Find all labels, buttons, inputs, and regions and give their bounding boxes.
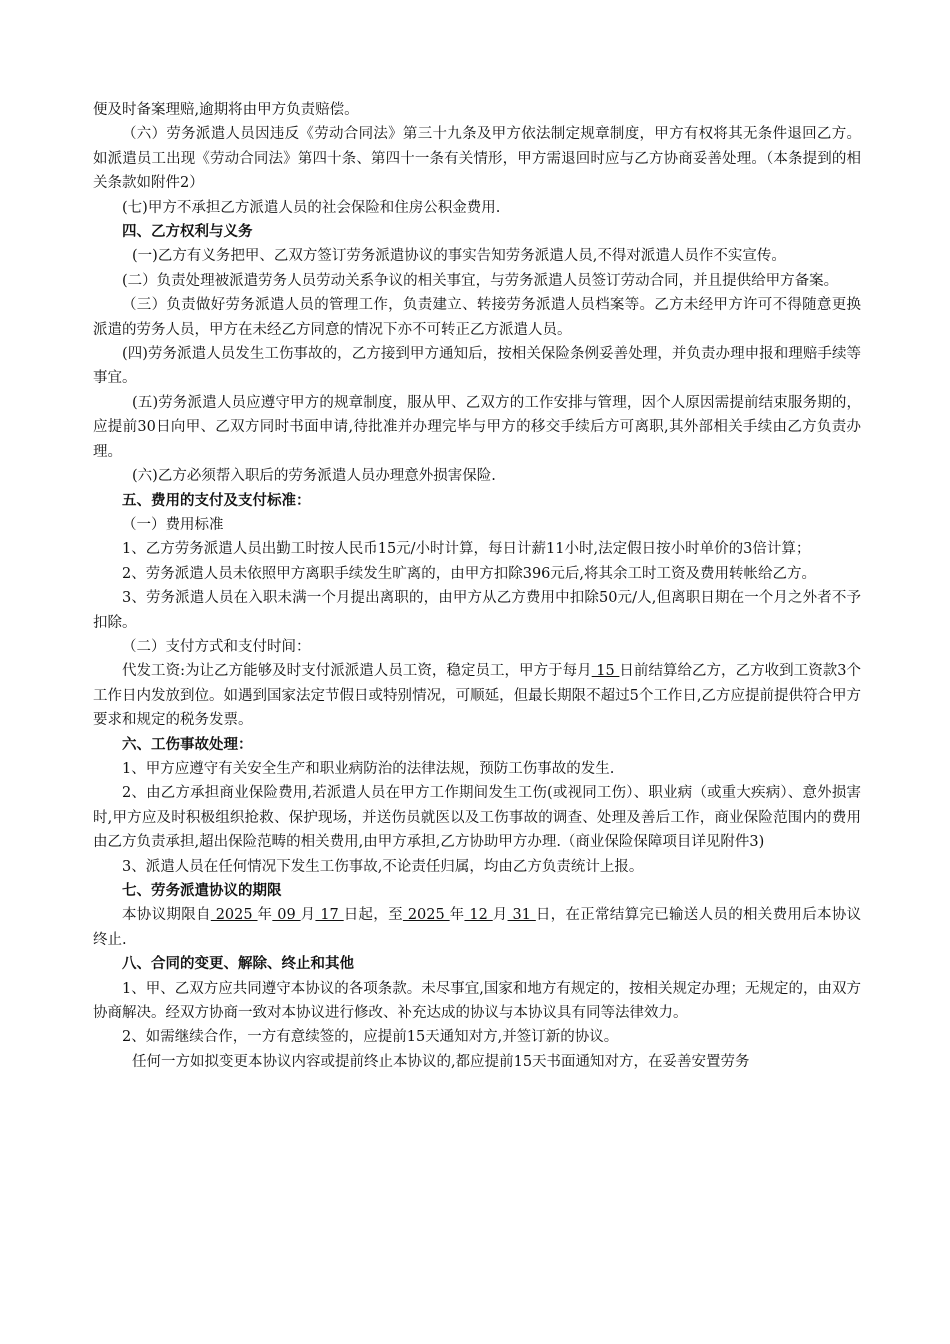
payment-text-after: 日前结算给乙方，乙方收到工资款3个工作日内发放到位。如遇到国家法定节假日或特别情况，可顺延，但最长期限不超过5个工作日,乙方应提前提供符合甲方要求和规定的税务发票。 [93,663,861,729]
clause-4-3: （三）负责做好劳务派遣人员的管理工作，负责建立、转接劳务派遣人员档案等。乙方未经甲方许可不得随意更换派遣的劳务人员，甲方在未经乙方同意的情况下亦不可转正乙方派遣人员。 [93,297,861,338]
clause-6-2: 2、由乙方承担商业保险费用,若派遣人员在甲方工作期间发生工伤(或视同工伤）、职业病（或重大疾病）、意外损害时,甲方应及时积极组织抢救、保护现场，并送伤员就医以及工伤事故的调查、处理及善后工作，商业保险范围内的费用由乙方负责承担,超出保险范畴的相关费用,由甲方承担,乙方协助甲方办理.（商业保险保障项目详见附件3) [93,785,861,851]
payment-text-before: 代发工资:为让乙方能够及时支付派派遣人员工资，稳定员工，甲方于每月 [122,663,592,680]
start-year-field: 2025 [210,907,258,924]
clause-4-1: (一)乙方有义务把甲、乙双方签订劳务派遣协议的事实告知劳务派遣人员,不得对派遣人员作不实宣传。 [132,248,786,265]
payment-day-field: 15 [591,663,620,680]
term-text: 本协议期限自 [122,907,211,924]
clause-5-1-1: 1、乙方劳务派遣人员出勤工时按人民币15元/小时计算，每日计薪11小时,法定假日按小时单价的3倍计算； [122,541,811,558]
section-heading-7: 七、劳务派遣协议的期限 [122,882,282,899]
term-text: 年 [449,907,465,924]
end-year-field: 2025 [402,907,450,924]
term-text: 日，在正常结算完已输送人员的相关费用后本协议终止. [93,907,862,948]
start-month-field: 09 [272,907,301,924]
clause-3-6: （六）劳务派遣人员因违反《劳动合同法》第三十九条及甲方依法制定规章制度，甲方有权将其无条件退回乙方。如派遣员工出现《劳动合同法》第四十条、第四十一条有关情形，甲方需退回时应与乙方协商妥善处理。（本条提到的相关条款如附件2） [93,126,861,192]
clause-4-6: (六)乙方必须帮入职后的劳务派遣人员办理意外损害保险. [132,468,496,485]
clause-4-4: (四)劳务派遣人员发生工伤事故的，乙方接到甲方通知后，按相关保险条例妥善处理，并负责办理申报和理赔手续等事宜。 [93,346,861,387]
section-heading-5: 五、费用的支付及支付标准： [122,491,311,509]
clause-8-2: 2、如需继续合作，一方有意续签的，应提前15天通知对方,并签订新的协议。 [122,1029,619,1046]
clause-5-1-3: 3、劳务派遣人员在入职未满一个月提出离职的，由甲方从乙方费用中扣除50元/人,但离职日期在一个月之外者不予扣除。 [93,590,861,631]
section-heading-8: 八、合同的变更、解除、终止和其他 [122,955,354,973]
term-text: 年 [257,907,273,924]
term-text: 日起，至 [343,907,403,924]
clause-5-2: （二）支付方式和支付时间： [122,638,311,655]
clause-8-1: 1、甲、乙双方应共同遵守本协议的各项条款。未尽事宜,国家和地方有规定的，按相关规定办理；无规定的，由双方协商解决。经双方协商一致对本协议进行修改、补充达成的协议与本协议具有同等法律效力。 [93,980,861,1022]
clause-5-1: （一）费用标准 [122,516,224,533]
clause-5-1-2: 2、劳务派遣人员未依照甲方离职手续发生旷离的，由甲方扣除396元后,将其余工时工资及费用转帐给乙方。 [122,565,817,582]
clause-4-5: (五)劳务派遣人员应遵守甲方的规章制度，服从甲、乙双方的工作安排与管理，因个人原因需提前结束服务期的，应提前30日向甲、乙双方同时书面申请,待批准并办理完毕与甲方的移交手续后方可离职,其外部相关手续由乙方负责办理。 [93,394,861,460]
contract-body [93,98,861,1074]
paragraph-continuation: 便及时备案理赔,逾期将由甲方负责赔偿。 [93,102,359,118]
clause-8-3: 任何一方如拟变更本协议内容或提前终止本协议的,都应提前15天书面通知对方，在妥善安置劳务 [132,1053,750,1070]
term-text: 月 [300,907,316,924]
end-month-field: 12 [464,907,493,924]
clause-payment-method [93,659,861,732]
clause-3-7: (七)甲方不承担乙方派遣人员的社会保险和住房公积金费用. [122,199,501,216]
clause-6-3: 3、派遣人员在任何情况下发生工伤事故,不论责任归属，均由乙方负责统计上报。 [122,858,644,875]
clause-4-2: (二）负责处理被派遣劳务人员劳动关系争议的相关事宜，与劳务派遣人员签订劳动合同，并且提供给甲方备案。 [122,272,839,289]
section-heading-4: 四、乙方权利与义务 [122,223,253,241]
clause-6-1: 1、甲方应遵守有关安全生产和职业病防治的法律法规，预防工伤事故的发生. [122,760,615,777]
term-text: 月 [492,907,508,924]
clause-term [93,903,861,952]
start-day-field: 17 [315,907,344,924]
end-day-field: 31 [507,907,536,924]
section-heading-6: 六、工伤事故处理： [122,735,253,753]
